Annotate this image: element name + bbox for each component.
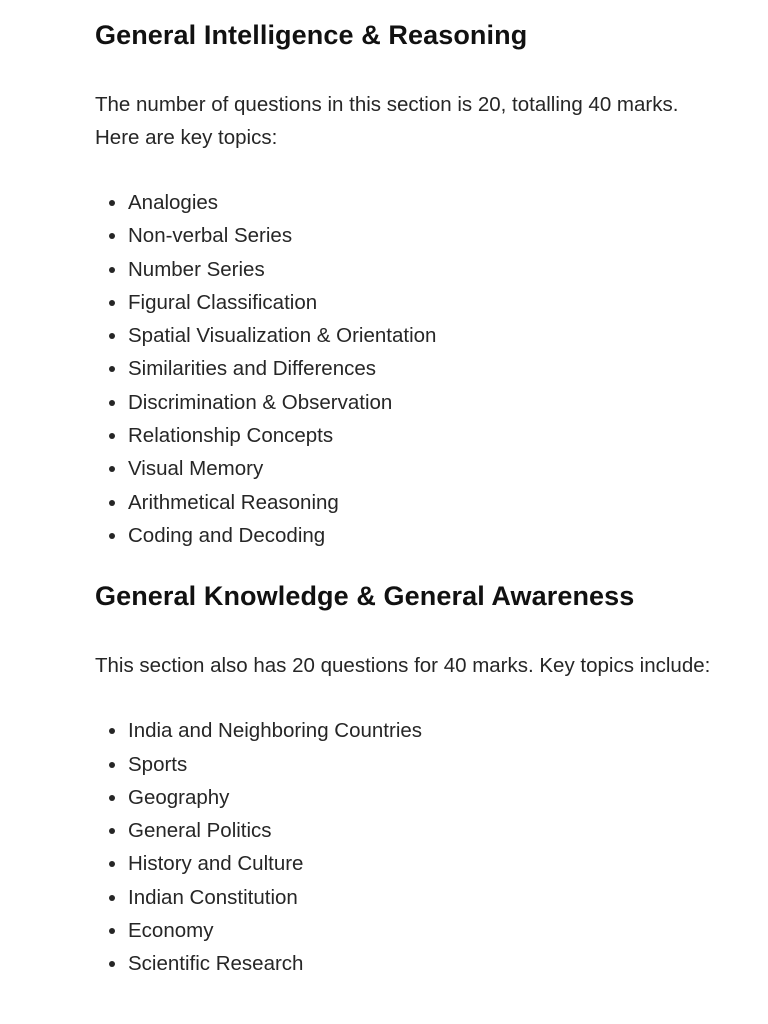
list-item (95, 881, 715, 914)
list-item (95, 253, 715, 286)
list-item (95, 814, 715, 847)
bullet-icon (109, 333, 115, 339)
list-item-label: Similarities and Differences (128, 357, 377, 381)
topic-list-awareness (95, 714, 715, 980)
list-item (95, 714, 715, 747)
section-intro-awareness: This section also has 20 questions for 40 marks. Key topics include: (95, 654, 711, 678)
bullet-icon (109, 200, 115, 206)
bullet-icon (109, 728, 115, 734)
list-item-label: Analogies (128, 191, 219, 214)
list-item-label: Geography (128, 785, 230, 809)
bullet-icon (109, 928, 115, 934)
bullet-icon (109, 300, 115, 306)
list-item-label: Arithmetical Reasoning (128, 490, 339, 514)
list-item (95, 286, 715, 319)
bullet-icon (109, 466, 115, 472)
list-item-label: Spatial Visualization & Orientation (128, 324, 437, 348)
list-item-label: Coding and Decoding (128, 523, 326, 547)
list-item (95, 847, 715, 880)
bullet-icon (109, 533, 115, 539)
list-item (95, 519, 715, 552)
list-item-label: Indian Constitution (128, 885, 298, 909)
list-item-label: General Politics (128, 819, 272, 843)
list-item (95, 914, 715, 947)
bullet-icon (109, 828, 115, 834)
bullet-icon (109, 267, 115, 273)
section-heading-awareness: General Knowledge & General Awareness (95, 581, 635, 612)
section-intro-reasoning: The number of questions in this section is 20, totalling 40 marks. Here are key topics: (95, 93, 679, 149)
list-item-label: Discrimination & Observation (128, 390, 393, 414)
list-item-label: Visual Memory (128, 457, 264, 481)
list-item (95, 419, 715, 452)
bullet-icon (109, 762, 115, 768)
list-item-label: Relationship Concepts (128, 424, 334, 448)
bullet-icon (109, 895, 115, 901)
list-item (95, 386, 715, 419)
bullet-icon (109, 861, 115, 867)
list-item-label: Scientific Research (128, 952, 304, 976)
list-item (95, 219, 715, 252)
section-heading-reasoning: General Intelligence & Reasoning (95, 20, 528, 50)
bullet-icon (109, 233, 115, 239)
bullet-icon (109, 433, 115, 439)
bullet-icon (109, 500, 115, 506)
list-item-label: Sports (128, 752, 188, 776)
list-item (95, 781, 715, 814)
list-item (95, 352, 715, 385)
bullet-icon (109, 795, 115, 801)
list-item-label: India and Neighboring Countries (128, 719, 423, 743)
list-item (95, 947, 715, 980)
topic-list-reasoning (95, 186, 715, 552)
bullet-icon (109, 400, 115, 406)
bullet-icon (109, 366, 115, 372)
list-item-label: History and Culture (128, 852, 304, 876)
article-content (95, 0, 715, 981)
bullet-icon (109, 961, 115, 967)
list-item-label: Number Series (128, 257, 265, 281)
list-item (95, 452, 715, 485)
list-item-label: Non-verbal Series (128, 224, 293, 248)
list-item (95, 748, 715, 781)
list-item-label: Figural Classification (128, 290, 318, 314)
list-item (95, 186, 715, 219)
list-item-label: Economy (128, 919, 214, 943)
list-item (95, 486, 715, 519)
list-item (95, 319, 715, 352)
